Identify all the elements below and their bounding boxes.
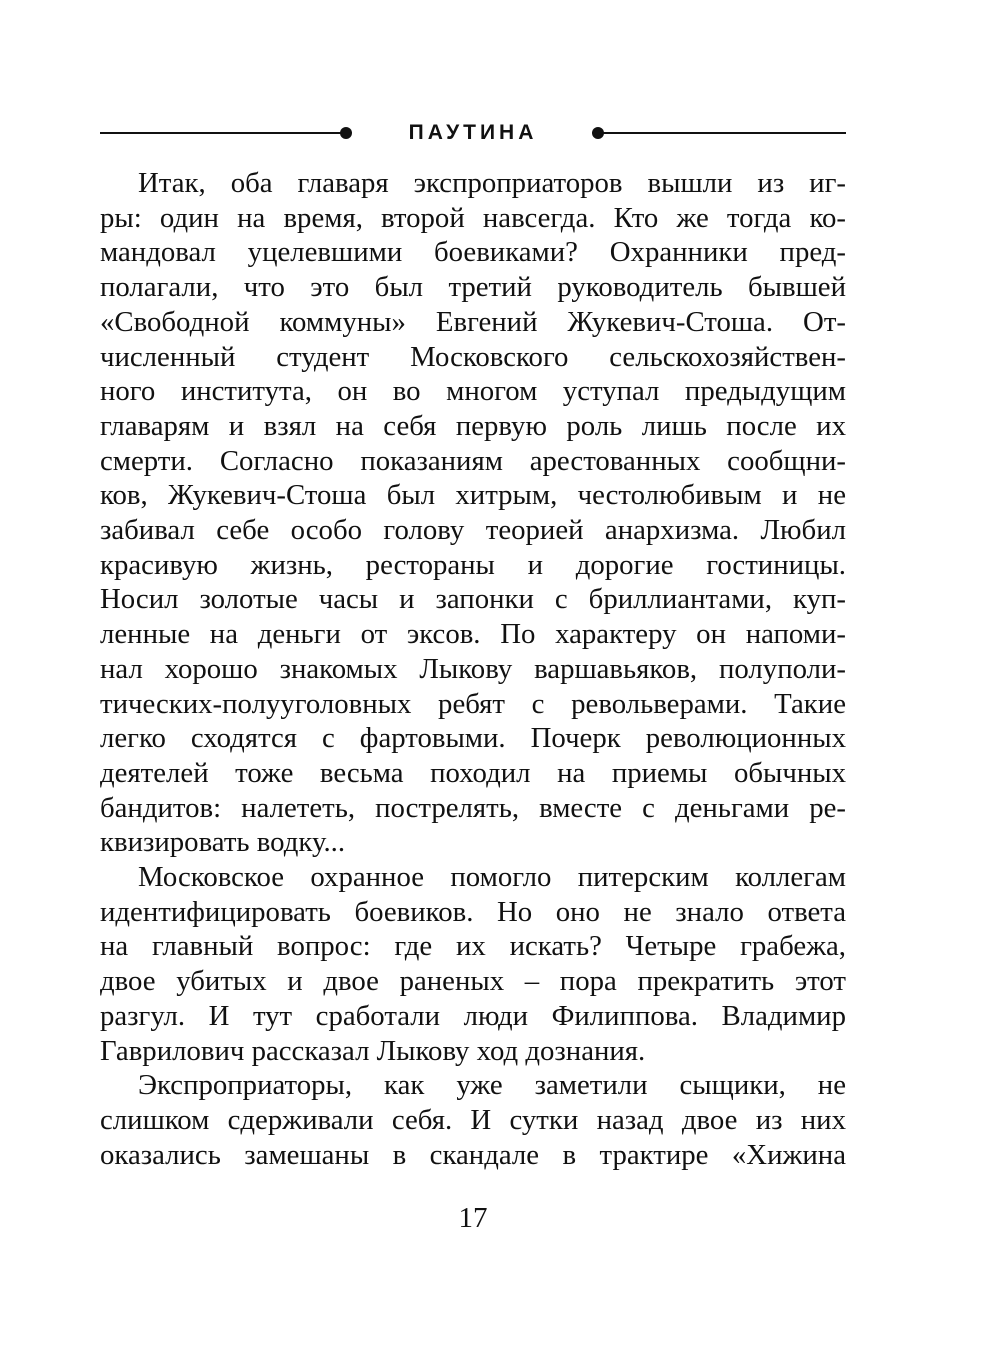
- text-line: полагали, что это был третий руководитель бывшей: [100, 271, 846, 304]
- page-number: 17: [458, 1202, 488, 1234]
- running-header: [100, 118, 846, 148]
- text-line: оказались замешаны в скандале в трактире «Хижина: [100, 1138, 846, 1171]
- text-line: ры: один на время, второй навсегда. Кто же тогда ко-: [100, 201, 846, 234]
- text-line: Носил золотые часы и запонки с бриллиантами, куп-: [100, 583, 846, 616]
- paragraph: [100, 1068, 846, 1172]
- text-line: Московское охранное помогло питерским коллегам: [138, 861, 846, 894]
- text-line: Итак, оба главаря экспроприаторов вышли из иг-: [138, 167, 846, 199]
- text-line: ленные на деньги от эксов. По характеру он напоми-: [100, 618, 846, 651]
- text-line: деятелей тоже весьма походил на приемы обычных: [100, 756, 846, 789]
- paragraph: [100, 860, 846, 1068]
- text-line: разгул. И тут сработали люди Филиппова. Владимир: [100, 999, 846, 1032]
- text-line: квизировать водку...: [100, 826, 346, 859]
- text-line: забивал себе особо голову теорией анархизма. Любил: [100, 514, 846, 547]
- text-line: идентифицировать боевиков. Но оно не знало ответа: [100, 895, 846, 928]
- text-line: смерти. Согласно показаниям арестованных сообщни-: [100, 444, 846, 477]
- text-line: тических-полууголовных ребят с револьверами. Такие: [100, 687, 846, 720]
- text-line: численный студент Московского сельскохозяйствен-: [100, 340, 846, 373]
- text-line: мандовал уцелевшими боевиками? Охранники пред-: [100, 236, 846, 269]
- text-line: нал хорошо знакомых Лыкову варшавьяков, полуполи-: [100, 652, 846, 685]
- text-line: «Свободной коммуны» Евгений Жукевич-Стоша. От-: [100, 305, 846, 338]
- text-line: на главный вопрос: где их искать? Четыре грабежа,: [100, 930, 846, 963]
- body-text: [100, 166, 846, 1172]
- running-title: ПАУТИНА: [408, 121, 538, 144]
- text-line: главарям и взял на себя первую роль лишь после их: [100, 409, 846, 442]
- text-line: легко сходятся с фартовыми. Почерк революционных: [100, 722, 846, 755]
- text-line: двое убитых и двое раненых – пора прекратить этот: [100, 965, 846, 998]
- text-line: слишком сдерживали себя. И сутки назад двое из них: [100, 1103, 846, 1136]
- paragraph: [100, 166, 846, 860]
- text-line: Экспроприаторы, как уже заметили сыщики, не: [138, 1069, 846, 1102]
- text-line: бандитов: налететь, пострелять, вместе с деньгами ре-: [100, 791, 846, 824]
- text-line: Гаврилович рассказал Лыкову ход дознания.: [100, 1034, 646, 1067]
- text-line: ного института, он во многом уступал предыдущим: [100, 375, 846, 408]
- header-rule-right: [598, 132, 846, 134]
- text-line: ков, Жукевич-Стоша был хитрым, честолюбивым и не: [100, 479, 846, 512]
- text-line: красивую жизнь, рестораны и дорогие гостиницы.: [100, 548, 846, 581]
